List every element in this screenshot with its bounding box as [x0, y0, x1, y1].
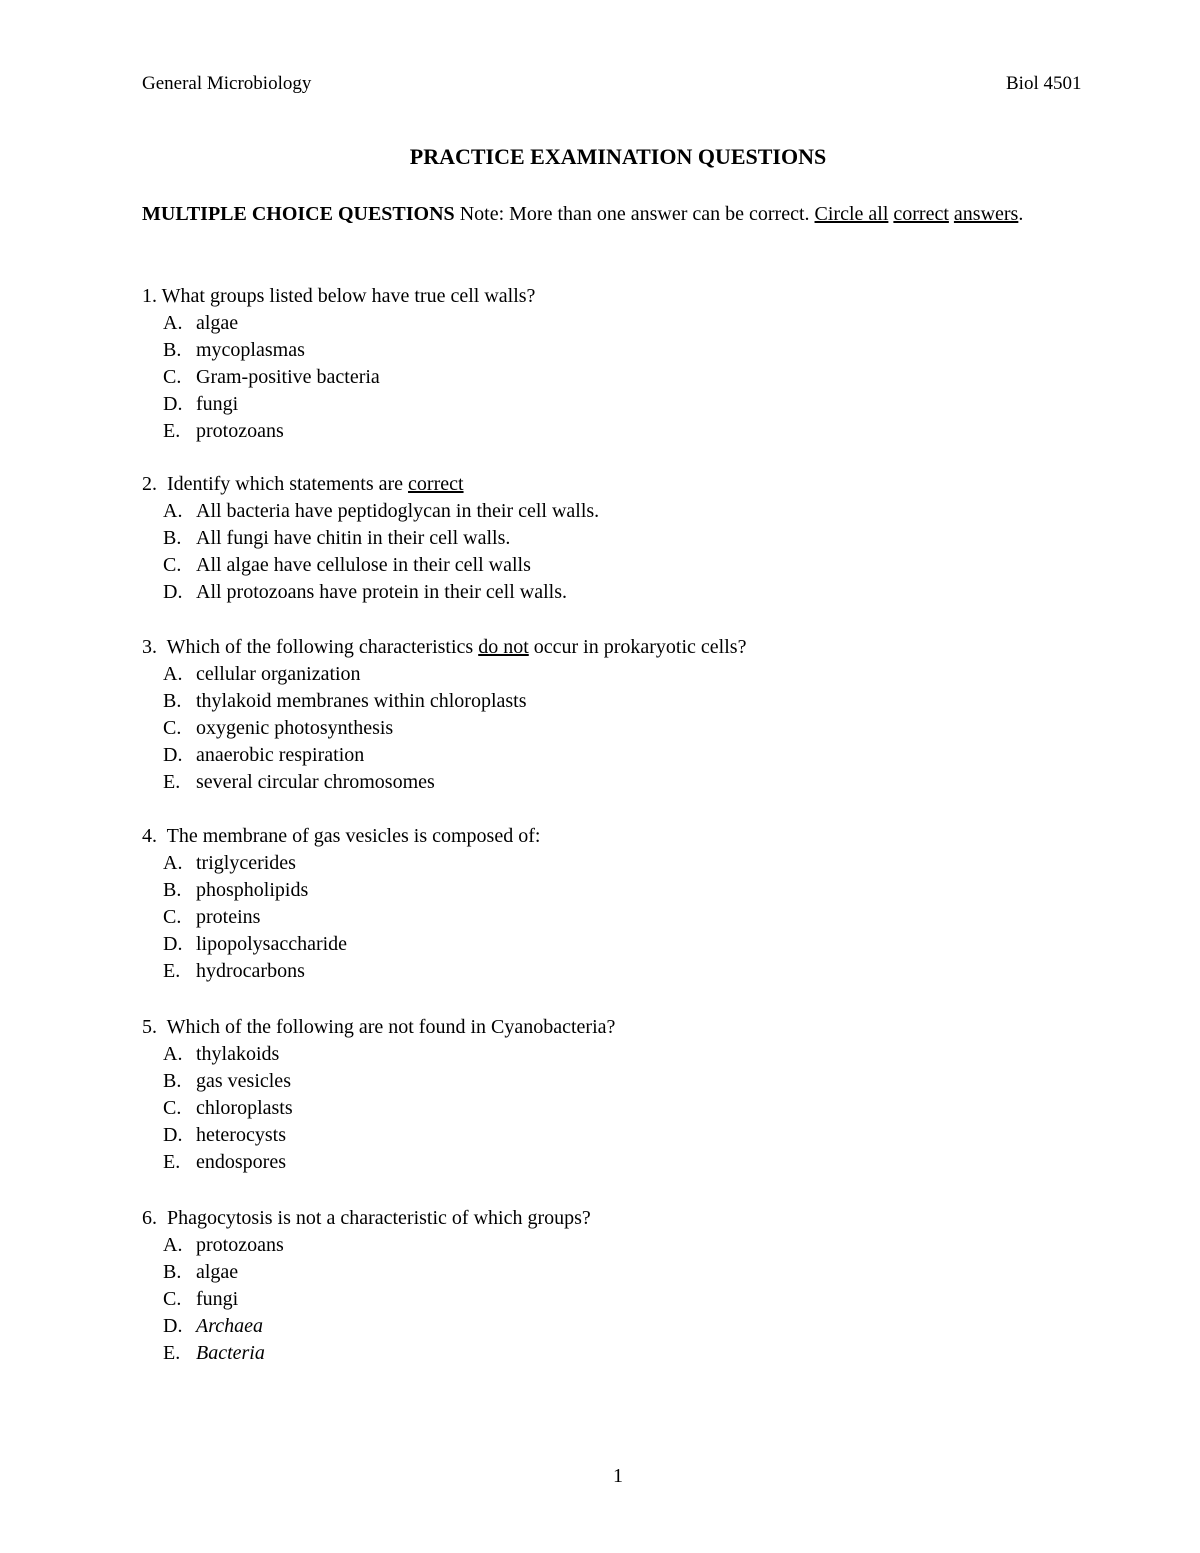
question-stem	[142, 634, 1102, 661]
option-letter: A.	[163, 852, 183, 874]
option-text: protozoans	[196, 1234, 284, 1256]
question-number: 6.	[142, 1207, 157, 1229]
option-c[interactable]	[163, 1286, 1102, 1313]
option-text: fungi	[196, 1288, 239, 1310]
option-text: proteins	[196, 906, 261, 928]
option-text: mycoplasmas	[196, 339, 305, 361]
option-d[interactable]	[163, 579, 1102, 606]
option-letter: E.	[163, 960, 181, 982]
question-text: Identify which statements are	[157, 473, 409, 495]
option-b[interactable]	[163, 525, 1102, 552]
question-text: Which of the following characteristics	[157, 636, 479, 658]
option-letter: E.	[163, 1342, 181, 1364]
option-letter: A.	[163, 500, 183, 522]
question-number: 3.	[142, 636, 157, 658]
course-name: General Microbiology	[142, 73, 312, 94]
option-letter: C.	[163, 366, 182, 388]
option-a[interactable]	[163, 1232, 1102, 1259]
option-text: All algae have cellulose in their cell walls	[196, 554, 531, 576]
option-text: phospholipids	[196, 879, 309, 901]
option-b[interactable]	[163, 1259, 1102, 1286]
option-c[interactable]	[163, 552, 1102, 579]
option-letter: C.	[163, 906, 182, 928]
option-b[interactable]	[163, 688, 1102, 715]
course-code: Biol 4501	[1006, 73, 1082, 94]
question-2	[142, 471, 1102, 606]
option-text: hydrocarbons	[196, 960, 305, 982]
question-text-emphasis: correct	[408, 473, 464, 495]
option-text: cellular organization	[196, 663, 361, 685]
question-number: 1.	[142, 285, 157, 307]
option-text: protozoans	[196, 420, 284, 442]
answer-options	[142, 310, 1102, 445]
option-text: gas vesicles	[196, 1070, 291, 1092]
option-text: All fungi have chitin in their cell walls.	[196, 527, 511, 549]
option-a[interactable]	[163, 661, 1102, 688]
option-letter: C.	[163, 717, 182, 739]
question-4	[142, 823, 1102, 985]
option-text: All bacteria have peptidoglycan in their cell walls.	[196, 500, 600, 522]
instructions-correct: correct	[893, 203, 949, 225]
option-letter: B.	[163, 339, 182, 361]
question-text: Phagocytosis is not a characteristic of which groups?	[157, 1207, 591, 1229]
option-a[interactable]	[163, 1041, 1102, 1068]
question-stem	[142, 283, 1102, 310]
option-text: lipopolysaccharide	[196, 933, 348, 955]
option-b[interactable]	[163, 877, 1102, 904]
option-letter: C.	[163, 1097, 182, 1119]
option-c[interactable]	[163, 715, 1102, 742]
question-number: 2.	[142, 473, 157, 495]
option-e[interactable]	[163, 769, 1102, 796]
option-text: Archaea	[196, 1315, 264, 1337]
option-b[interactable]	[163, 337, 1102, 364]
option-c[interactable]	[163, 364, 1102, 391]
option-text: heterocysts	[196, 1124, 286, 1146]
question-3	[142, 634, 1102, 796]
option-text: algae	[196, 1261, 239, 1283]
option-text: Gram-positive bacteria	[196, 366, 380, 388]
instructions	[142, 201, 1102, 228]
option-letter: B.	[163, 527, 182, 549]
question-number: 4.	[142, 825, 157, 847]
instructions-answers: answers	[953, 203, 1019, 225]
question-text-end: occur in prokaryotic cells?	[528, 636, 747, 658]
option-c[interactable]	[163, 904, 1102, 931]
page-title: PRACTICE EXAMINATION QUESTIONS	[409, 144, 827, 169]
question-stem	[142, 1205, 1102, 1232]
option-d[interactable]	[163, 742, 1102, 769]
option-letter: D.	[163, 1124, 183, 1146]
option-text: thylakoid membranes within chloroplasts	[196, 690, 527, 712]
option-a[interactable]	[163, 310, 1102, 337]
question-stem	[142, 1014, 1102, 1041]
option-letter: D.	[163, 933, 183, 955]
option-letter: E.	[163, 420, 181, 442]
option-letter: B.	[163, 879, 182, 901]
answer-options	[142, 850, 1102, 985]
instructions-period: .	[1018, 203, 1024, 225]
question-stem	[142, 823, 1102, 850]
question-6	[142, 1205, 1102, 1367]
option-letter: D.	[163, 1315, 183, 1337]
question-text: Which of the following are not found in Cyanobacteria?	[157, 1016, 616, 1038]
option-letter: E.	[163, 771, 181, 793]
answer-options	[142, 661, 1102, 796]
option-text: anaerobic respiration	[196, 744, 365, 766]
option-letter: E.	[163, 1151, 181, 1173]
option-letter: C.	[163, 1288, 182, 1310]
option-a[interactable]	[163, 850, 1102, 877]
answer-options	[142, 1232, 1102, 1367]
answer-options	[142, 498, 1102, 606]
question-1	[142, 283, 1102, 445]
option-b[interactable]	[163, 1068, 1102, 1095]
instructions-circle-all: Circle all	[814, 203, 889, 225]
option-d[interactable]	[163, 391, 1102, 418]
option-letter: A.	[163, 312, 183, 334]
option-letter: B.	[163, 1261, 182, 1283]
option-letter: A.	[163, 663, 183, 685]
option-c[interactable]	[163, 1095, 1102, 1122]
option-text: several circular chromosomes	[196, 771, 435, 793]
option-letter: A.	[163, 1234, 183, 1256]
option-text: fungi	[196, 393, 239, 415]
option-letter: B.	[163, 1070, 182, 1092]
instructions-note: Note: More than one answer can be correct.	[454, 203, 815, 225]
option-text: thylakoids	[196, 1043, 280, 1065]
option-a[interactable]	[163, 498, 1102, 525]
option-d[interactable]	[163, 1313, 1102, 1340]
option-text: endospores	[196, 1151, 286, 1173]
option-text: oxygenic photosynthesis	[196, 717, 394, 739]
option-text: All protozoans have protein in their cell walls.	[196, 581, 568, 603]
question-number: 5.	[142, 1016, 157, 1038]
option-text: chloroplasts	[196, 1097, 293, 1119]
option-d[interactable]	[163, 931, 1102, 958]
answer-options	[142, 1041, 1102, 1176]
question-text: What groups listed below have true cell walls?	[157, 285, 536, 307]
option-e[interactable]	[163, 418, 1102, 445]
section-label: MULTIPLE CHOICE QUESTIONS	[142, 203, 455, 225]
option-letter: D.	[163, 393, 183, 415]
option-letter: D.	[163, 744, 183, 766]
option-text: Bacteria	[196, 1342, 265, 1364]
question-text: The membrane of gas vesicles is composed of:	[157, 825, 541, 847]
question-stem	[142, 471, 1102, 498]
option-e[interactable]	[163, 958, 1102, 985]
option-text: algae	[196, 312, 239, 334]
option-letter: A.	[163, 1043, 183, 1065]
option-e[interactable]	[163, 1340, 1102, 1367]
question-5	[142, 1014, 1102, 1176]
option-letter: B.	[163, 690, 182, 712]
option-letter: C.	[163, 554, 182, 576]
option-letter: D.	[163, 581, 183, 603]
option-d[interactable]	[163, 1122, 1102, 1149]
page-number: 1	[613, 1465, 623, 1487]
option-e[interactable]	[163, 1149, 1102, 1176]
question-text-emphasis: do not	[478, 636, 529, 658]
option-text: triglycerides	[196, 852, 296, 874]
